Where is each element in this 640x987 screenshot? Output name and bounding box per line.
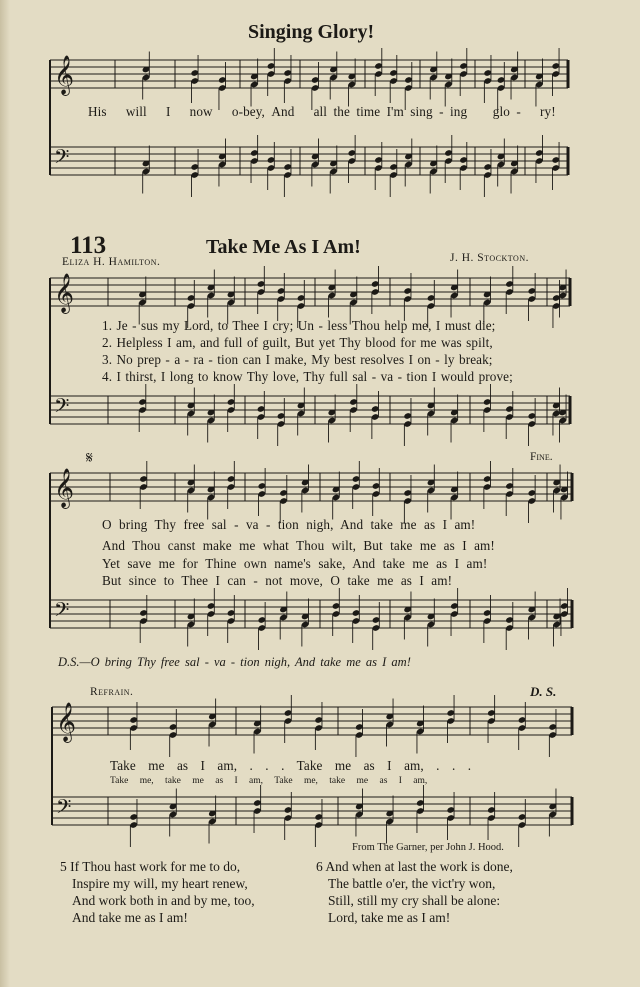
segno-sign: 𝄋 — [86, 450, 93, 467]
stanza-5-line-4: And take me as I am! — [72, 910, 188, 925]
bass-clef: 𝄢 — [56, 795, 72, 823]
verse-line-4: 4. I thirst, I long to know Thy love, Thy full sal - va - tion I would prove; — [102, 369, 513, 384]
refrain-verse-line-4: But since to Thee I can - not move, O take me as I am! — [102, 573, 453, 588]
refrain-lyric-small: Take me, take me as I am, Take me, take me as I am, — [110, 776, 428, 786]
treble-clef: 𝄞 — [54, 468, 75, 508]
stanza-6-line-1: 6 And when at last the work is done, — [316, 859, 513, 874]
stanza-6-line-4: Lord, take me as I am! — [328, 910, 451, 925]
source-credit: From The Garner, per John J. Hood. — [352, 842, 504, 853]
stanza-5-line-3: And work both in and by me, too, — [72, 893, 255, 908]
refrain-verse-line-1: O bring Thy free sal - va - tion nigh, And take me as I am! — [102, 517, 476, 532]
stanza-6-line-3: Still, still my cry shall be alone: — [328, 893, 501, 908]
stanza-6-line-2: The battle o'er, the vict'ry won, — [328, 876, 496, 891]
refrain-verse-line-2: And Thou canst make me what Thou wilt, But take me as I am! — [102, 538, 495, 553]
stanza-5-line-2: Inspire my will, my heart renew, — [72, 876, 248, 891]
verse-line-1: 1. Je - sus my Lord, to Thee I cry; Un - less Thou help me, I must die; — [102, 318, 496, 333]
treble-clef: 𝄞 — [56, 702, 77, 742]
prev-hymn-lyric: His will I now o-bey, And all the time I'm sing - ing glo - ry! — [88, 104, 556, 119]
hymn-composer: J. H. Stockton. — [450, 252, 529, 264]
fine-mark: Fine. — [530, 451, 553, 463]
hymn-title: Take Me As I Am! — [206, 236, 361, 258]
ds-mark: D. S. — [530, 684, 557, 699]
verse-line-2: 2. Helpless I am, and full of guilt, But yet Thy blood for me was spilt, — [102, 335, 493, 350]
treble-clef: 𝄞 — [54, 273, 75, 313]
treble-clef: 𝄞 — [54, 55, 75, 95]
prev-hymn-title: Singing Glory! — [248, 21, 375, 43]
hymn-author: Eliza H. Hamilton. — [62, 256, 161, 268]
refrain-verse-line-3: Yet save me for Thine own name's sake, And take me as I am! — [102, 556, 488, 571]
refrain-label: Refrain. — [90, 686, 134, 698]
hymn-number: 113 — [70, 232, 107, 259]
verse-line-3: 3. No prep - a - ra - tion can I make, My best resolves I on - ly break; — [102, 352, 493, 367]
refrain-lyric: Take me as I am, . . . Take me as I am, . . . — [110, 758, 472, 773]
bass-clef: 𝄢 — [54, 598, 70, 626]
bass-clef: 𝄢 — [54, 145, 70, 173]
bass-clef: 𝄢 — [54, 394, 70, 422]
ds-line: D.S.—O bring Thy free sal - va - tion nigh, And take me as I am! — [58, 655, 411, 669]
stanza-5 — [60, 858, 255, 926]
stanza-5-line-1: 5 If Thou hast work for me to do, — [60, 859, 241, 874]
stanza-6 — [316, 858, 513, 926]
